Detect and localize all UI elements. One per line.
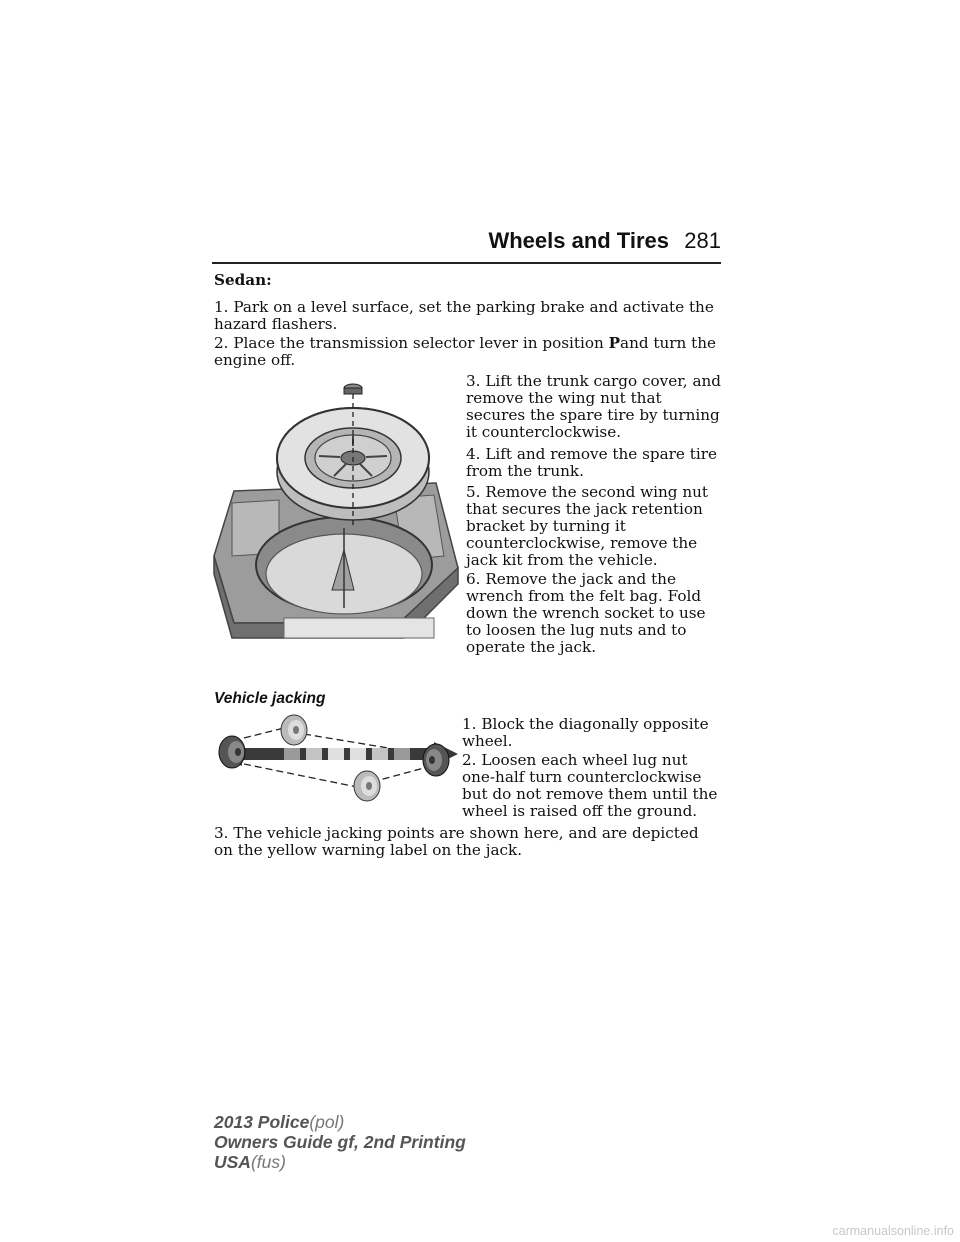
step-6-remove-jack: 6. Remove the jack and the wrench from the felt bag. Fold down the wrench socket to use to loosen the lug nuts and to operate the jack. bbox=[466, 570, 706, 656]
step-3-lift-cover: 3. Lift the trunk cargo cover, and remove the wing nut that secures the spare tire by turning it counterclockwise. bbox=[466, 372, 722, 441]
jacking-step-1-block-wheel: 1. Block the diagonally opposite wheel. bbox=[462, 715, 709, 750]
wheel-block-diagram bbox=[214, 712, 460, 804]
step-4-remove-spare: 4. Lift and remove the spare tire from the trunk. bbox=[466, 445, 717, 480]
watermark: carmanualsonline.info bbox=[832, 1224, 954, 1238]
page-header bbox=[212, 226, 721, 264]
sedan-heading: Sedan: bbox=[214, 271, 272, 289]
footer-guide-line: Owners Guide gf, 2nd Printing bbox=[214, 1132, 466, 1152]
spare-tire-illustration bbox=[204, 378, 462, 640]
step-2-transmission: 2. Place the transmission selector lever in position Pand turn the engine off. bbox=[214, 334, 717, 369]
footer-model-line: 2013 Police(pol) bbox=[214, 1112, 345, 1132]
footer-region-line: USA(fus) bbox=[214, 1152, 286, 1172]
step-1-park: 1. Park on a level surface, set the parking brake and activate the hazard flashers. bbox=[214, 298, 714, 333]
section-title: Wheels and Tires bbox=[488, 228, 669, 253]
page-number: 281 bbox=[684, 228, 721, 253]
jacking-step-2-loosen-nuts: 2. Loosen each wheel lug nut one-half turn counterclockwise but do not remove them until the wheel is raised off the ground. bbox=[462, 751, 718, 820]
page-footer bbox=[214, 1112, 466, 1172]
vehicle-jacking-heading: Vehicle jacking bbox=[214, 690, 326, 707]
jacking-step-3-jacking-points: 3. The vehicle jacking points are shown here, and are depicted on the yellow warning label on the jack. bbox=[214, 824, 699, 859]
step-5-remove-jack-kit: 5. Remove the second wing nut that secures the jack retention bracket by turning it counterclockwise, remove the jack kit from the vehicle. bbox=[466, 483, 708, 569]
